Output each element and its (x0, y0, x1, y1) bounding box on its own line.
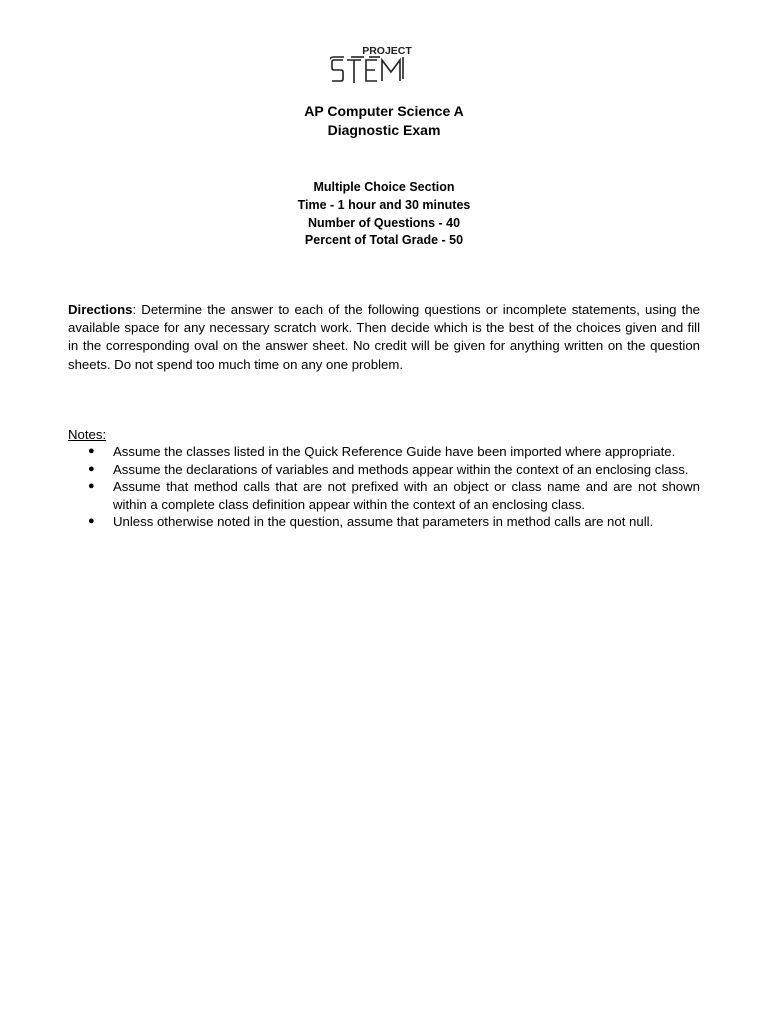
note-text: Unless otherwise noted in the question, assume that parameters in method calls are not null. (113, 514, 654, 530)
directions-text: : Determine the answer to each of the following questions or incomplete statements, using the available space for any necessary scratch work. Then decide which is the best of the choices given and fill in the corresponding oval on the answer sheet. No credit will be given for anything written on the question sheets. Do not spend too much time on any one problem. (68, 302, 700, 372)
exam-title-course: AP Computer Science A (304, 103, 464, 119)
notes-list-item (68, 478, 700, 513)
bullet-icon: ● (88, 462, 95, 475)
section-grade-percent: Percent of Total Grade - 50 (304, 233, 464, 248)
note-text: Assume that method calls that are not prefixed with an object or class name and are not shown within a complete class definition appear within the context of an enclosing class. (113, 479, 700, 512)
note-text: Assume the classes listed in the Quick Reference Guide have been imported where appropriate. (113, 444, 676, 459)
directions-label: Directions (68, 302, 133, 317)
svg-text:PROJECT: PROJECT (362, 45, 412, 57)
bullet-icon: ● (88, 480, 95, 493)
exam-title (0, 102, 768, 140)
bullet-icon: ● (88, 445, 95, 457)
notes-list-item (68, 513, 700, 531)
exam-title-type: Diagnostic Exam (327, 122, 441, 138)
directions-paragraph (68, 301, 700, 374)
notes-list-item (68, 443, 700, 461)
section-question-count: Number of Questions - 40 (307, 215, 461, 230)
section-time: Time - 1 hour and 30 minutes (297, 197, 471, 212)
notes-list (68, 443, 700, 531)
notes-heading: Notes: (68, 427, 107, 442)
note-text: Assume the declarations of variables and methods appear within the context of an enclosing class. (113, 461, 689, 477)
section-name: Multiple Choice Section (313, 180, 455, 194)
section-info (0, 179, 768, 250)
notes-list-item (68, 461, 700, 479)
bullet-icon: ● (88, 515, 95, 528)
project-stem-logo (330, 43, 416, 87)
